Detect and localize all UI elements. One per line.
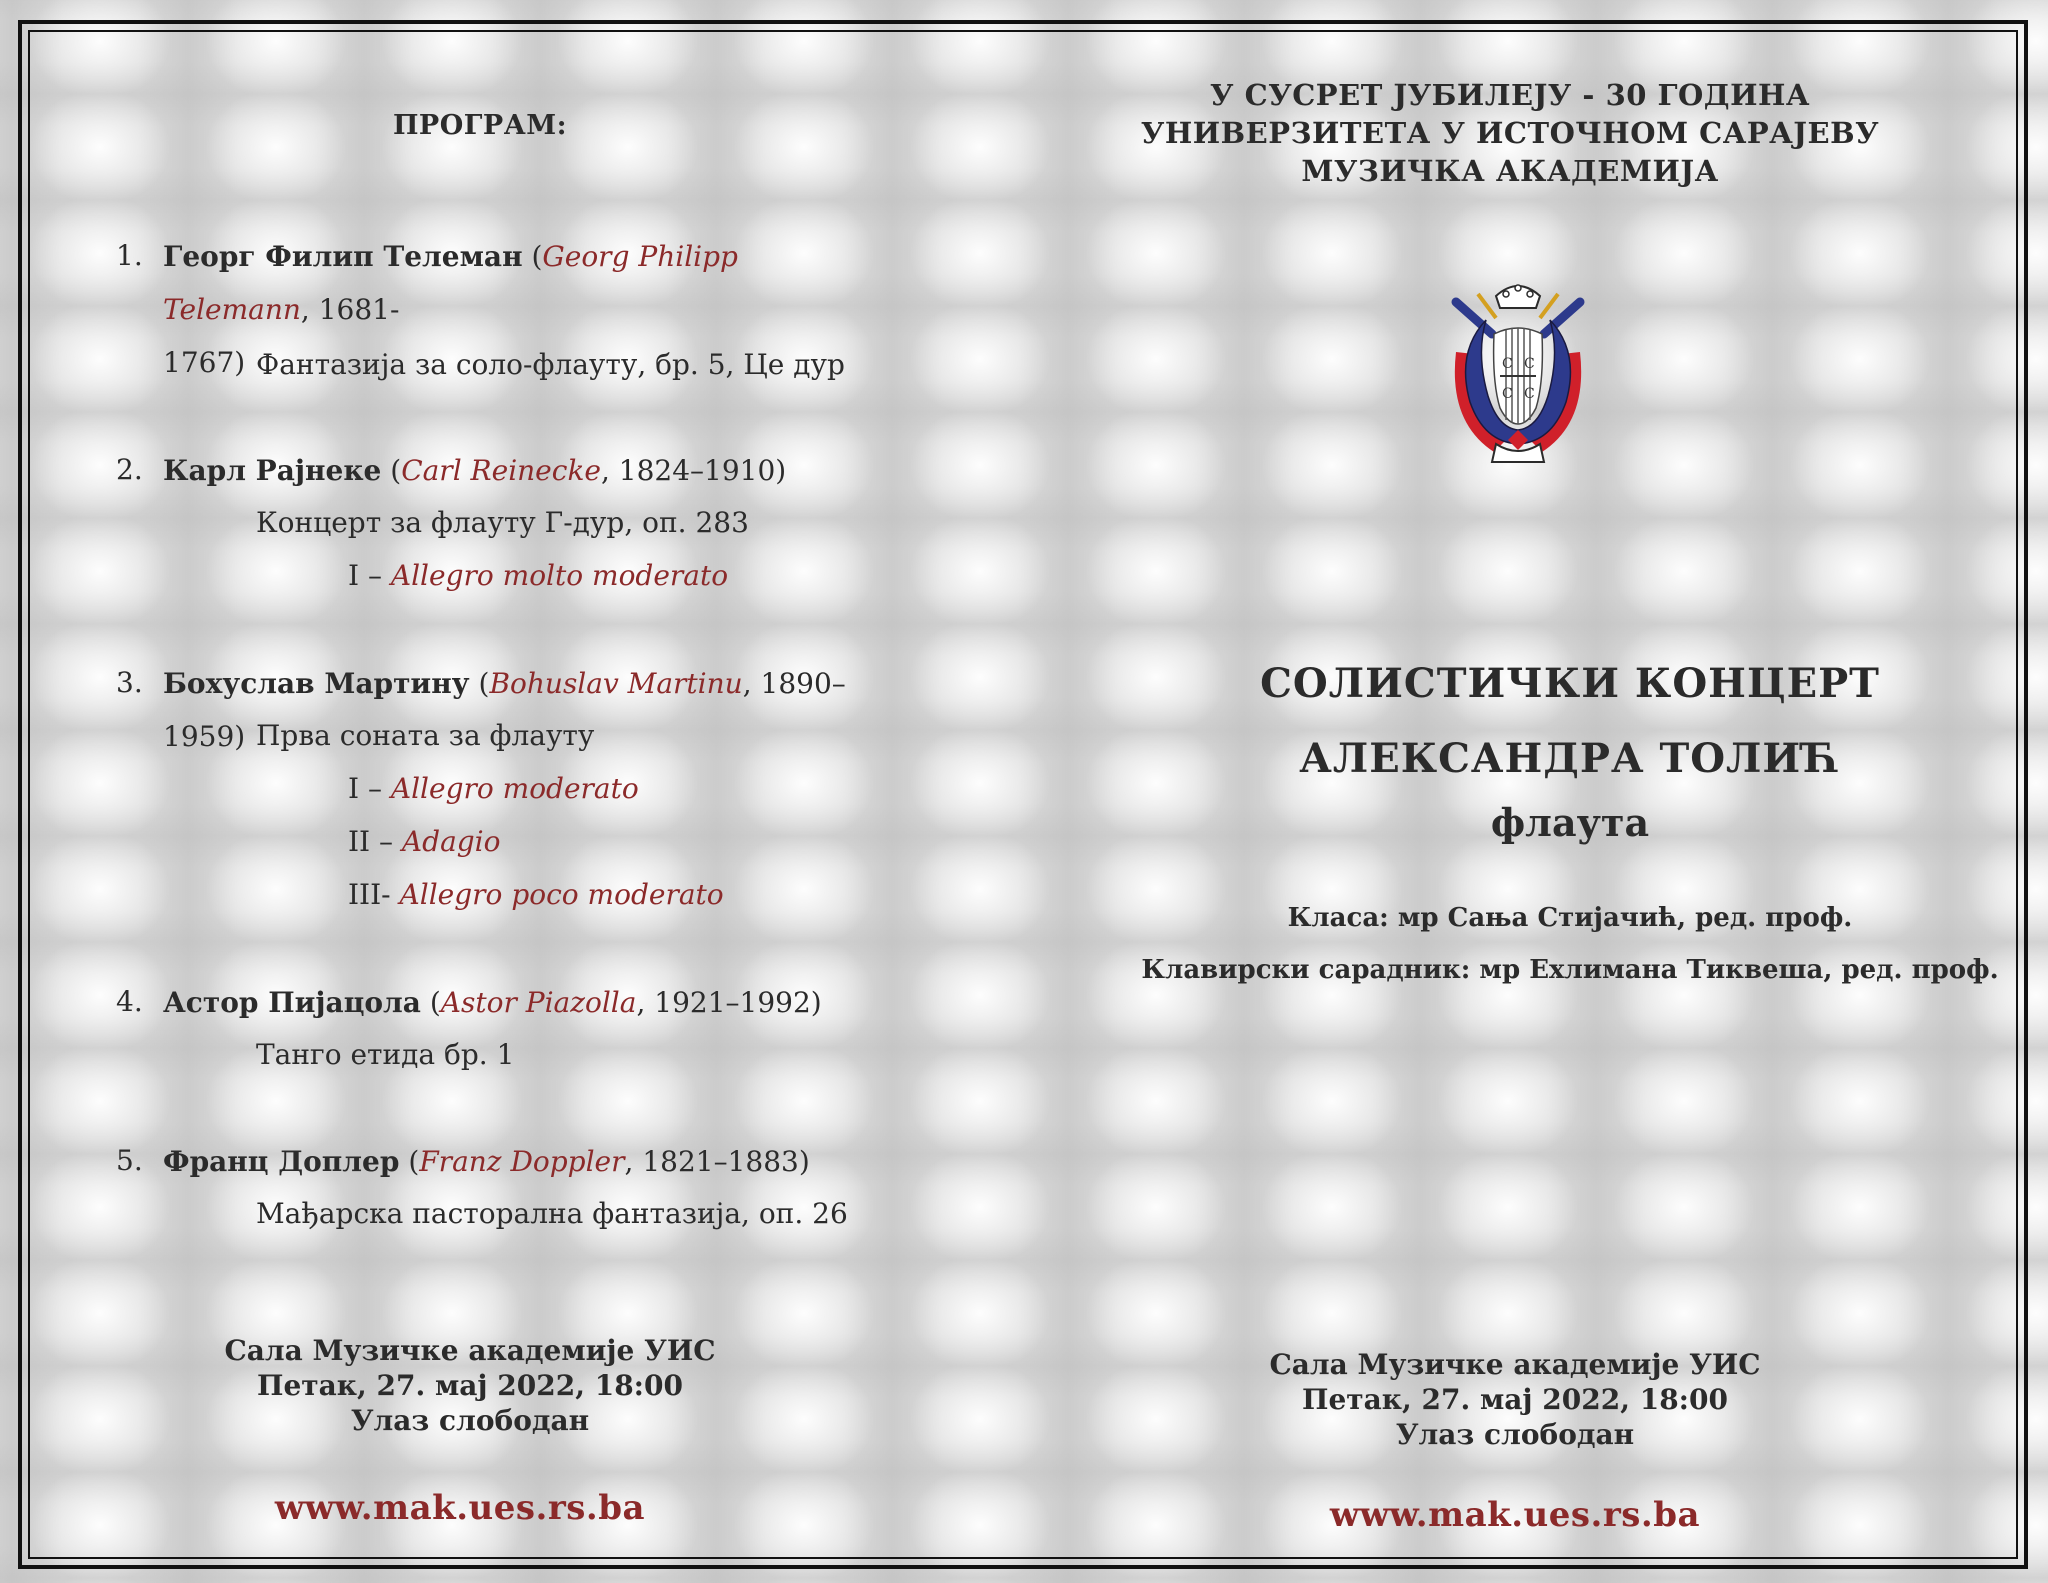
jubilee-line-3: МУЗИЧКА АКАДЕМИЈА bbox=[1301, 154, 1719, 188]
work-title: Мађарска пасторална фантазија, оп. 26 bbox=[256, 1197, 848, 1230]
entry-note: Улаз слободан bbox=[350, 1404, 590, 1437]
event-date: Петак, 27. мај 2022, 18:00 bbox=[1302, 1383, 1728, 1416]
movement-title: Allegro poco moderato bbox=[399, 878, 724, 911]
composer-line: Астор Пијацола (Astor Piazolla, 1921–1992) bbox=[163, 986, 822, 1019]
work-title: Прва соната за флауту bbox=[256, 719, 595, 752]
work-title: Концерт за флауту Г-дур, оп. 283 bbox=[256, 506, 749, 539]
item-number: 4. bbox=[116, 985, 143, 1018]
svg-text:С: С bbox=[1502, 386, 1513, 402]
work-title: Танго етида бр. 1 bbox=[256, 1038, 515, 1071]
class-professor: Класа: мр Сања Стијачић, ред. проф. bbox=[1287, 903, 1853, 933]
concert-title: СОЛИСТИЧКИ КОНЦЕРТ bbox=[1260, 660, 1880, 707]
movement-title: Allegro moderato bbox=[390, 772, 639, 805]
composer-years: , 1824–1910) bbox=[600, 454, 787, 487]
composer-line: Георг Филип Телеман (Georg Philipp Telemann, 1681- 1767) bbox=[163, 240, 738, 379]
soloist-name: АЛЕКСАНДРА ТОЛИЋ bbox=[1299, 735, 1841, 782]
item-number: 1. bbox=[116, 239, 143, 272]
svg-text:С: С bbox=[1524, 386, 1535, 402]
svg-text:С: С bbox=[1502, 356, 1513, 372]
movement bbox=[348, 824, 501, 859]
composer-line: Бохуслав Мартину (Bohuslav Martinu, 1890–1959) bbox=[163, 667, 846, 753]
composer-name: Астор Пијацола bbox=[163, 986, 421, 1019]
movement bbox=[348, 877, 724, 912]
composer-name: Бохуслав Мартину bbox=[163, 667, 470, 700]
composer-years: , 1890–1959) bbox=[163, 667, 846, 753]
movement-number: II – bbox=[348, 825, 402, 858]
website-link[interactable]: www.mak.ues.rs.ba bbox=[1329, 1495, 1701, 1535]
venue: Сала Музичке академије УИС bbox=[1269, 1348, 1761, 1381]
venue: Сала Музичке академије УИС bbox=[224, 1334, 716, 1367]
work-title: Фантазија за соло-флауту, бр. 5, Це дур bbox=[256, 348, 845, 381]
composer-years: , 1921–1992) bbox=[636, 986, 822, 1019]
composer-years: , 1821–1883) bbox=[624, 1145, 810, 1178]
left-footer bbox=[170, 1333, 770, 1438]
event-date: Петак, 27. мај 2022, 18:00 bbox=[257, 1369, 683, 1402]
composer-years-cont: 1767) bbox=[163, 346, 246, 379]
movement-title: Adagio bbox=[401, 825, 501, 858]
movement-number: I – bbox=[348, 772, 391, 805]
jubilee-line-2: УНИВЕРЗИТЕТА У ИСТОЧНОМ САРАЈЕВУ bbox=[1140, 116, 1880, 150]
movement bbox=[348, 558, 728, 593]
movement-title: Allegro molto moderato bbox=[390, 559, 729, 592]
jubilee-header bbox=[1130, 76, 1890, 190]
composer-years: , 1681- bbox=[300, 293, 400, 326]
program-heading: ПРОГРАМ: bbox=[392, 110, 568, 141]
entry-note: Улаз слободан bbox=[1395, 1418, 1635, 1451]
piano-collaborator: Клавирски сарадник: мр Ехлимана Тиквеша, ред. проф. bbox=[1141, 955, 1999, 985]
website-link[interactable]: www.mak.ues.rs.ba bbox=[274, 1488, 646, 1528]
jubilee-line-1: У СУСРЕТ ЈУБИЛЕЈУ - 30 ГОДИНА bbox=[1209, 78, 1811, 112]
composer-latin-name: Franz Doppler bbox=[419, 1145, 625, 1178]
composer-latin-name: Bohuslav Martinu bbox=[489, 667, 743, 700]
movement-number: I – bbox=[348, 559, 391, 592]
composer-name: Георг Филип Телеман bbox=[163, 240, 523, 273]
movement bbox=[348, 771, 639, 806]
lyre-emblem-icon bbox=[1448, 272, 1588, 472]
composer-name: Карл Рајнеке bbox=[163, 454, 382, 487]
composer-line: Франц Доплер (Franz Doppler, 1821–1883) bbox=[163, 1145, 810, 1178]
composer-latin-name: Carl Reinecke bbox=[401, 454, 601, 487]
composer-line: Карл Рајнеке (Carl Reinecke, 1824–1910) bbox=[163, 454, 787, 487]
composer-latin-name: Astor Piazolla bbox=[440, 986, 637, 1019]
movement-number: III- bbox=[348, 878, 400, 911]
item-number: 5. bbox=[116, 1144, 143, 1177]
composer-name: Франц Доплер bbox=[163, 1145, 400, 1178]
right-footer bbox=[1215, 1347, 1815, 1452]
composer-latin-name: Georg Philipp Telemann bbox=[163, 240, 738, 326]
instrument: флаута bbox=[1490, 800, 1650, 845]
svg-text:С: С bbox=[1524, 356, 1535, 372]
item-number: 2. bbox=[116, 453, 143, 486]
item-number: 3. bbox=[116, 666, 143, 699]
